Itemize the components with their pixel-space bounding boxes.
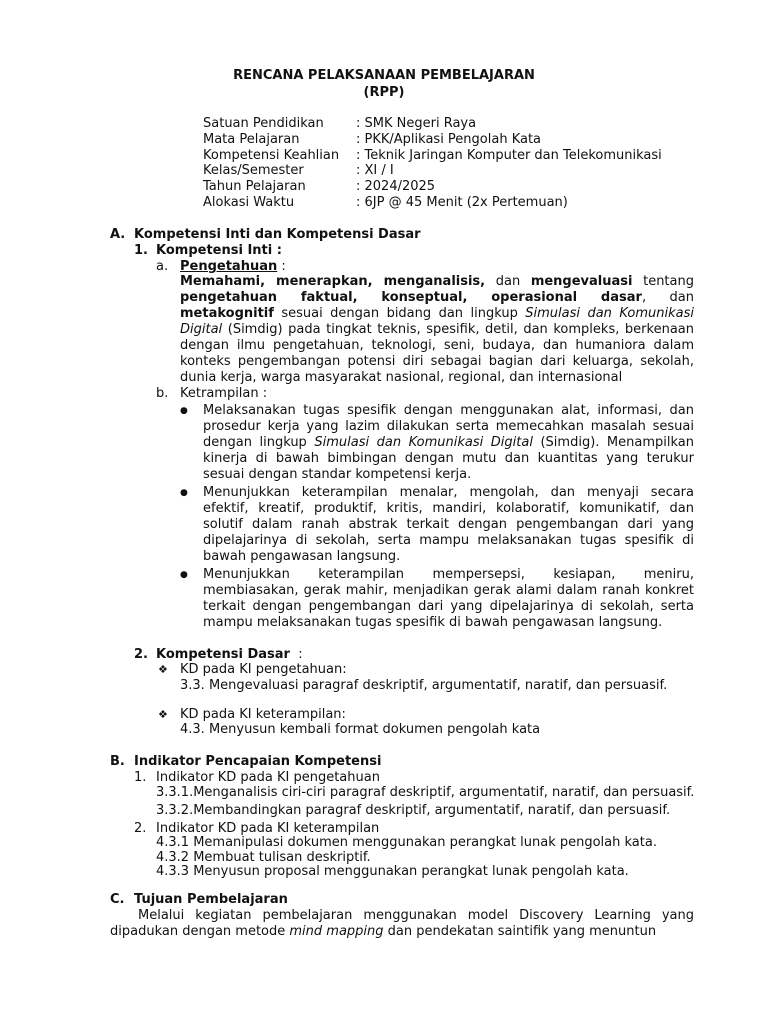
indicator-item: 3.3.2.Membandingkan paragraf deskriptif, argumentatif, naratif, dan persuasif. [156, 803, 671, 818]
diamond-bullet-icon: ❖ [158, 663, 168, 676]
text-run: dan pendekatan saintifik yang menuntun [383, 924, 657, 939]
bullet-icon: ● [180, 488, 188, 498]
kd-item-label: KD pada KI keterampilan: [180, 707, 346, 722]
indicator-group-number: 2. [134, 821, 147, 836]
section-c-heading: Tujuan Pembelajaran [134, 892, 288, 907]
diamond-bullet-icon: ❖ [158, 708, 168, 721]
kd-item-label: KD pada KI pengetahuan: [180, 662, 347, 677]
identity-value: : XI / I [356, 163, 394, 178]
kd-colon: : [298, 647, 303, 662]
identity-label: Alokasi Waktu [203, 195, 295, 210]
text-run: Melaksanakan tugas spesifik dengan menggunakan alat, informasi, dan prosedur kerja yang lazim dilakukan serta memecahkan masalah sesuai dengan lingkup [203, 403, 694, 450]
ki-b-bullet-3: Menunjukkan keterampilan mempersepsi, kesiapan, meniru, membiasakan, gerak mahir, menjadikan gerak alami dalam ranah konkret terkait dengan pengembangan dari yang dipelajarinya di sekolah, serta mampu melaksanakan tugas spesifik di bawah pengawasan langsung. [203, 567, 694, 630]
text-run: sesuai dengan bidang dan lingkup [273, 306, 526, 321]
text-run: dan [485, 274, 531, 289]
indicator-item: 4.3.3 Menyusun proposal menggunakan perangkat lunak pengolah kata. [156, 864, 629, 879]
ki-b-letter: b. [156, 386, 169, 401]
section-c-letter: C. [110, 892, 125, 907]
kd-item-value: 3.3. Mengevaluasi paragraf deskriptif, argumentatif, naratif, dan persuasif. [180, 678, 668, 693]
section-b-letter: B. [110, 754, 125, 769]
text-run: , dan [641, 290, 694, 305]
indicator-group-number: 1. [134, 770, 147, 785]
document-subtitle: (RPP) [363, 85, 405, 100]
italic-term: Simulasi dan Komunikasi Digital [314, 435, 533, 450]
text-run: (Simdig) pada tingkat teknis, spesifik, detil, dan kompleks, berkenaan dengan ilmu pengetahuan, teknologi, seni, budaya, dan humaniora dalam konteks pengembangan potensi diri sebagai bagian dari keluarga, sekolah, dunia kerja, warga masyarakat nasional, regional, dan internasional [180, 322, 694, 385]
italic-term: mind mapping [289, 924, 384, 939]
identity-value: : SMK Negeri Raya [356, 116, 477, 131]
indicator-item: 3.3.1.Menganalisis ciri-ciri paragraf deskriptif, argumentatif, naratif, dan persuasif. [156, 785, 695, 800]
ki-a-heading [180, 259, 286, 275]
identity-value: : Teknik Jaringan Komputer dan Telekomunikasi [356, 148, 662, 163]
section-a-letter: A. [110, 227, 126, 242]
identity-value: : 6JP @ 45 Menit (2x Pertemuan) [356, 195, 568, 210]
ki-heading: Kompetensi Inti : [156, 243, 282, 258]
bullet-icon: ● [180, 406, 188, 416]
identity-label: Satuan Pendidikan [203, 116, 324, 131]
indicator-group-title: Indikator KD pada KI keterampilan [156, 821, 380, 836]
section-c-paragraph [110, 908, 694, 940]
emphasis: Memahami, menerapkan, menganalisis, [180, 274, 486, 289]
identity-label: Mata Pelajaran [203, 132, 300, 147]
indicator-item: 4.3.2 Membuat tulisan deskriptif. [156, 850, 371, 865]
kd-number: 2. [134, 647, 148, 662]
ki-a-letter: a. [156, 259, 169, 274]
text-run: (Simdig). Menampilkan kinerja di bawah bimbingan dengan mutu dan kuantitas yang terukur sesuai dengan standar kompetensi kerja. [203, 435, 695, 482]
kd-title: Kompetensi Dasar [156, 647, 290, 662]
ki-b-bullet-1 [203, 403, 694, 483]
bullet-icon: ● [180, 570, 188, 580]
italic-term: Simulasi dan Komunikasi Digital [180, 306, 694, 337]
kd-item-value: 4.3. Menyusun kembali format dokumen pengolah kata [180, 722, 541, 737]
text-run: tentang [632, 274, 694, 289]
emphasis: mengevaluasi [530, 274, 633, 289]
ki-number: 1. [134, 243, 148, 258]
document-title: RENCANA PELAKSANAAN PEMBELAJARAN [233, 68, 535, 83]
ki-a-paragraph [180, 274, 694, 386]
section-a-heading: Kompetensi Inti dan Kompetensi Dasar [134, 227, 421, 242]
section-b-heading: Indikator Pencapaian Kompetensi [134, 754, 382, 769]
identity-label: Kelas/Semester [203, 163, 304, 178]
emphasis: metakognitif [180, 306, 274, 321]
emphasis: pengetahuan faktual, konseptual, operasional dasar [180, 290, 642, 305]
identity-value: : 2024/2025 [356, 179, 436, 194]
ki-b-bullet-2: Menunjukkan keterampilan menalar, mengolah, dan menyaji secara efektif, kreatif, produktif, kritis, mandiri, kolaboratif, komunikatif, dan solutif dalam ranah abstrak terkait dengan pengembangan dari yang dipelajarinya di sekolah, serta mampu melaksanakan tugas spesifik di bawah pengawasan langsung. [203, 485, 694, 564]
kd-heading [156, 647, 303, 663]
indicator-item: 4.3.1 Memanipulasi dokumen menggunakan perangkat lunak pengolah kata. [156, 835, 657, 850]
indicator-group-title: Indikator KD pada KI pengetahuan [156, 770, 380, 785]
identity-label: Kompetensi Keahlian [203, 148, 340, 163]
identity-value: : PKK/Aplikasi Pengolah Kata [356, 132, 542, 147]
ki-a-title: Pengetahuan [180, 259, 278, 274]
ki-b-heading: Ketrampilan : [180, 386, 268, 401]
identity-label: Tahun Pelajaran [203, 179, 306, 194]
text-run: Melalui kegiatan pembelajaran menggunakan model Discovery Learning yang dipadukan dengan metode [110, 908, 694, 939]
ki-a-colon: : [281, 259, 286, 274]
